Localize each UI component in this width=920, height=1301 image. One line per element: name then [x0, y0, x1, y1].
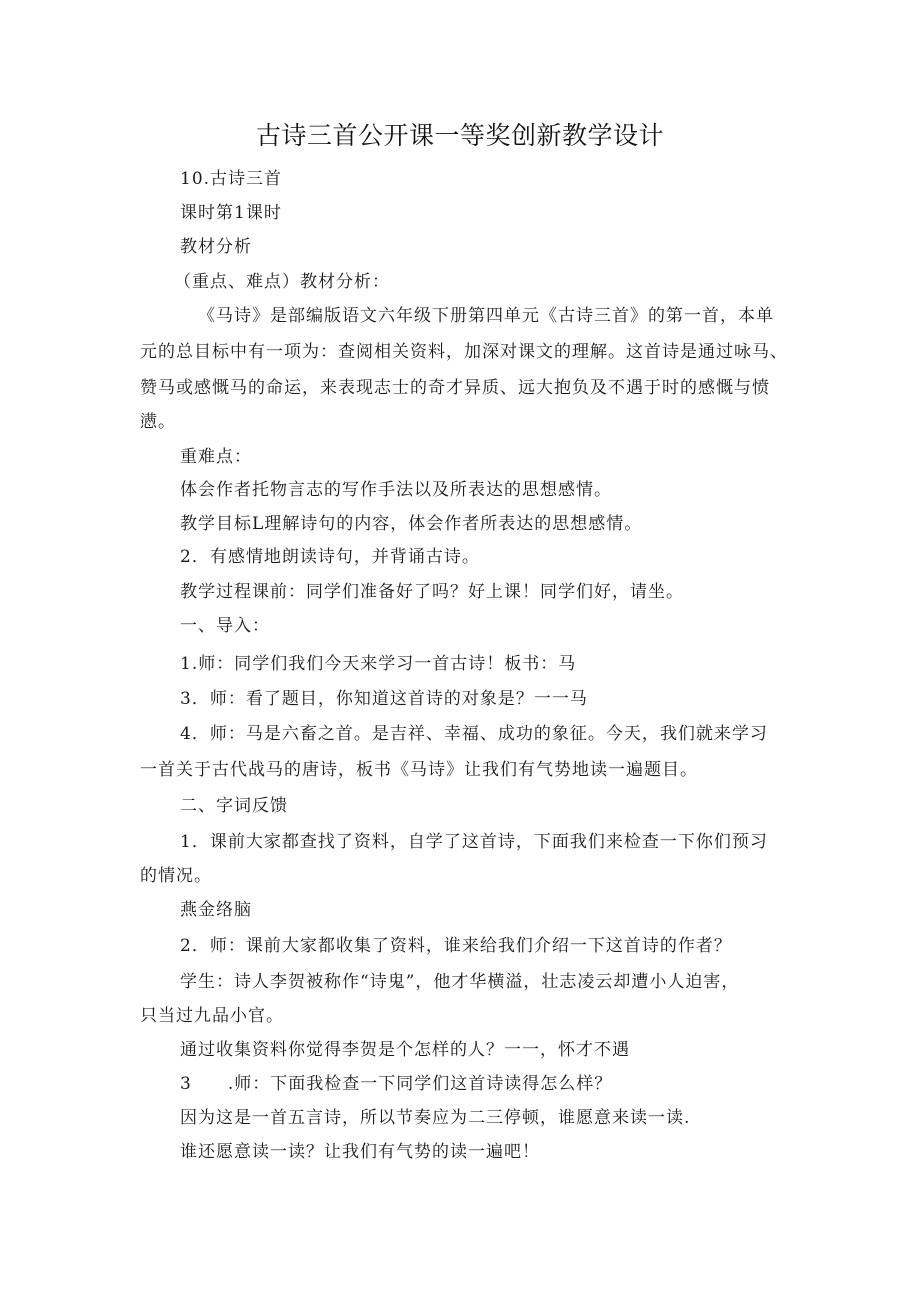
paragraph-line: 3 .师：下面我检查一下同学们这首诗读得怎么样？	[180, 1074, 613, 1094]
paragraph-line: 3．师：看了题目，你知道这首诗的对象是？一一马	[180, 689, 588, 709]
lesson-period: 课时第1课时	[180, 203, 282, 223]
paragraph-line: 体会作者托物言志的写作手法以及所表达的思想感情。	[180, 480, 612, 500]
paragraph-line: 燕金络脑	[180, 900, 252, 920]
analysis-subheading: （重点、难点）教材分析：	[174, 272, 390, 292]
paragraph-line: 教学过程课前：同学们准备好了吗？好上课！同学们好，请坐。	[180, 582, 684, 602]
paragraph-line: 2．师：课前大家都收集了资料，谁来给我们介绍一下这首诗的作者？	[180, 936, 732, 956]
paragraph-line: 的情况。	[140, 866, 212, 886]
section-heading-vocab: 二、字词反馈	[180, 796, 288, 816]
section-heading-analysis: 教材分析	[180, 237, 252, 257]
section-heading-intro: 一、导入：	[180, 616, 270, 636]
paragraph-line: 因为这是一首五言诗，所以节奏应为二三停顿，谁愿意来读一读.	[180, 1108, 691, 1128]
paragraph-line: 学生：诗人李贺被称作“诗鬼”，他才华横溢，壮志凌云却遭小人迫害，	[180, 972, 740, 992]
paragraph-line: 赞马或感慨马的命运，来表现志士的奇才异质、远大抱负及不遇于时的感慨与愤	[140, 378, 770, 398]
paragraph-line: 元的总目标中有一项为：查阅相关资料，加深对课文的理解。这首诗是通过咏马、	[140, 342, 788, 362]
paragraph-line: 4．师：马是六畜之首。是吉祥、幸福、成功的象征。今天，我们就来学习	[180, 724, 768, 744]
paragraph-line: 《马诗》是部编版语文六年级下册第四单元《古诗三首》的第一首，本单	[198, 306, 774, 326]
paragraph-line: 1.师：同学们我们今天来学习一首古诗！板书：马	[180, 654, 577, 674]
document-title: 古诗三首公开课一等奖创新教学设计	[255, 121, 664, 150]
paragraph-line: 通过收集资料你觉得李贺是个怎样的人？一一，怀才不遇	[180, 1040, 630, 1060]
paragraph-line: 只当过九品小官。	[140, 1006, 284, 1026]
paragraph-line: 1．课前大家都查找了资料，自学了这首诗，下面我们来检查一下你们预习	[180, 832, 768, 852]
lesson-heading: 10.古诗三首	[180, 169, 283, 189]
paragraph-line: 懑。	[140, 412, 176, 432]
paragraph-line: 2．有感情地朗读诗句，并背诵古诗。	[180, 547, 480, 567]
paragraph-line: 一首关于古代战马的唐诗，板书《马诗》让我们有气势地读一遍题目。	[140, 760, 698, 780]
paragraph-line: 教学目标L理解诗句的内容，体会作者所表达的思想感情。	[180, 514, 643, 534]
paragraph-line: 谁还愿意读一读？让我们有气势的读一遍吧！	[180, 1142, 540, 1162]
section-heading-key-points: 重难点：	[180, 447, 252, 467]
